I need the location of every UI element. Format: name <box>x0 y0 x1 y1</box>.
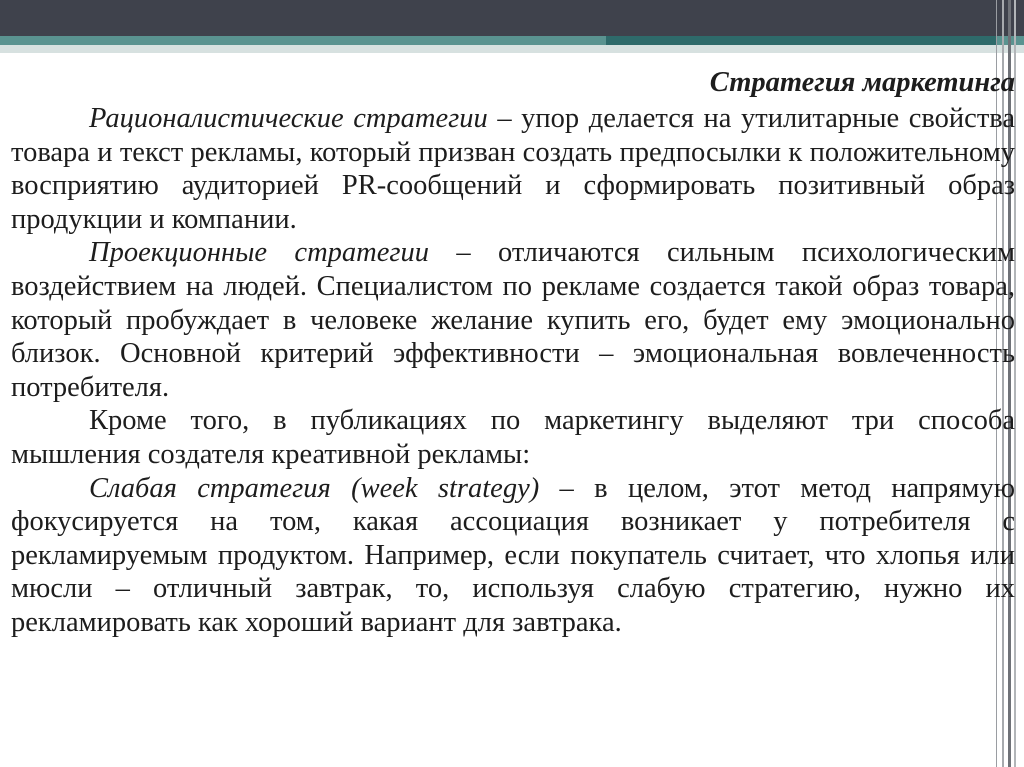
paragraph-rational <box>11 102 1015 236</box>
header-band-accent <box>606 36 996 45</box>
paragraph-text: – упор делается на утилитарные свойства товара и текст рекламы, который призван создать предпосылки к положительному восприятию аудиторией PR-сообщений и сформировать позитивный образ продукции и компании. <box>11 103 1016 235</box>
paragraph-text: – отличаются сильным психологическим воздействием на людей. Специалистом по рекламе создается такой образ товара, который пробуждает в человеке желание купить его, будет ему эмоционально близок. Основной критерий эффективности – эмоциональная вовлеченность потребителя. <box>11 237 1015 403</box>
paragraph-lead: Рационалистические стратегии <box>89 103 488 134</box>
paragraph-weak-strategy <box>11 472 1015 640</box>
paragraph-thinking-methods <box>11 404 1015 471</box>
paragraph-projective <box>11 236 1015 404</box>
paragraph-lead: Слабая стратегия (week strategy) <box>89 472 540 504</box>
paragraph-text: – в целом, этот метод напрямую фокусируется на том, какая ассоциация возникает у потребителя с рекламируемым продуктом. Например, если покупатель считает, что хлопья или мюсли – отличный завтрак, то, используя слабую стратегию, нужно их рекламировать как хороший вариант для завтрака. <box>11 472 1015 638</box>
paragraph-lead: Проекционные стратегии <box>89 237 430 269</box>
slide-content <box>11 66 1015 640</box>
slide-title: Стратегия маркетинга <box>709 67 1015 98</box>
paragraph-text: Кроме того, в публикациях по маркетингу выделяют три способа мышления создателя креативной рекламы: <box>11 405 1015 470</box>
header-band-dark <box>0 0 1024 36</box>
header-band-light <box>0 45 1024 53</box>
